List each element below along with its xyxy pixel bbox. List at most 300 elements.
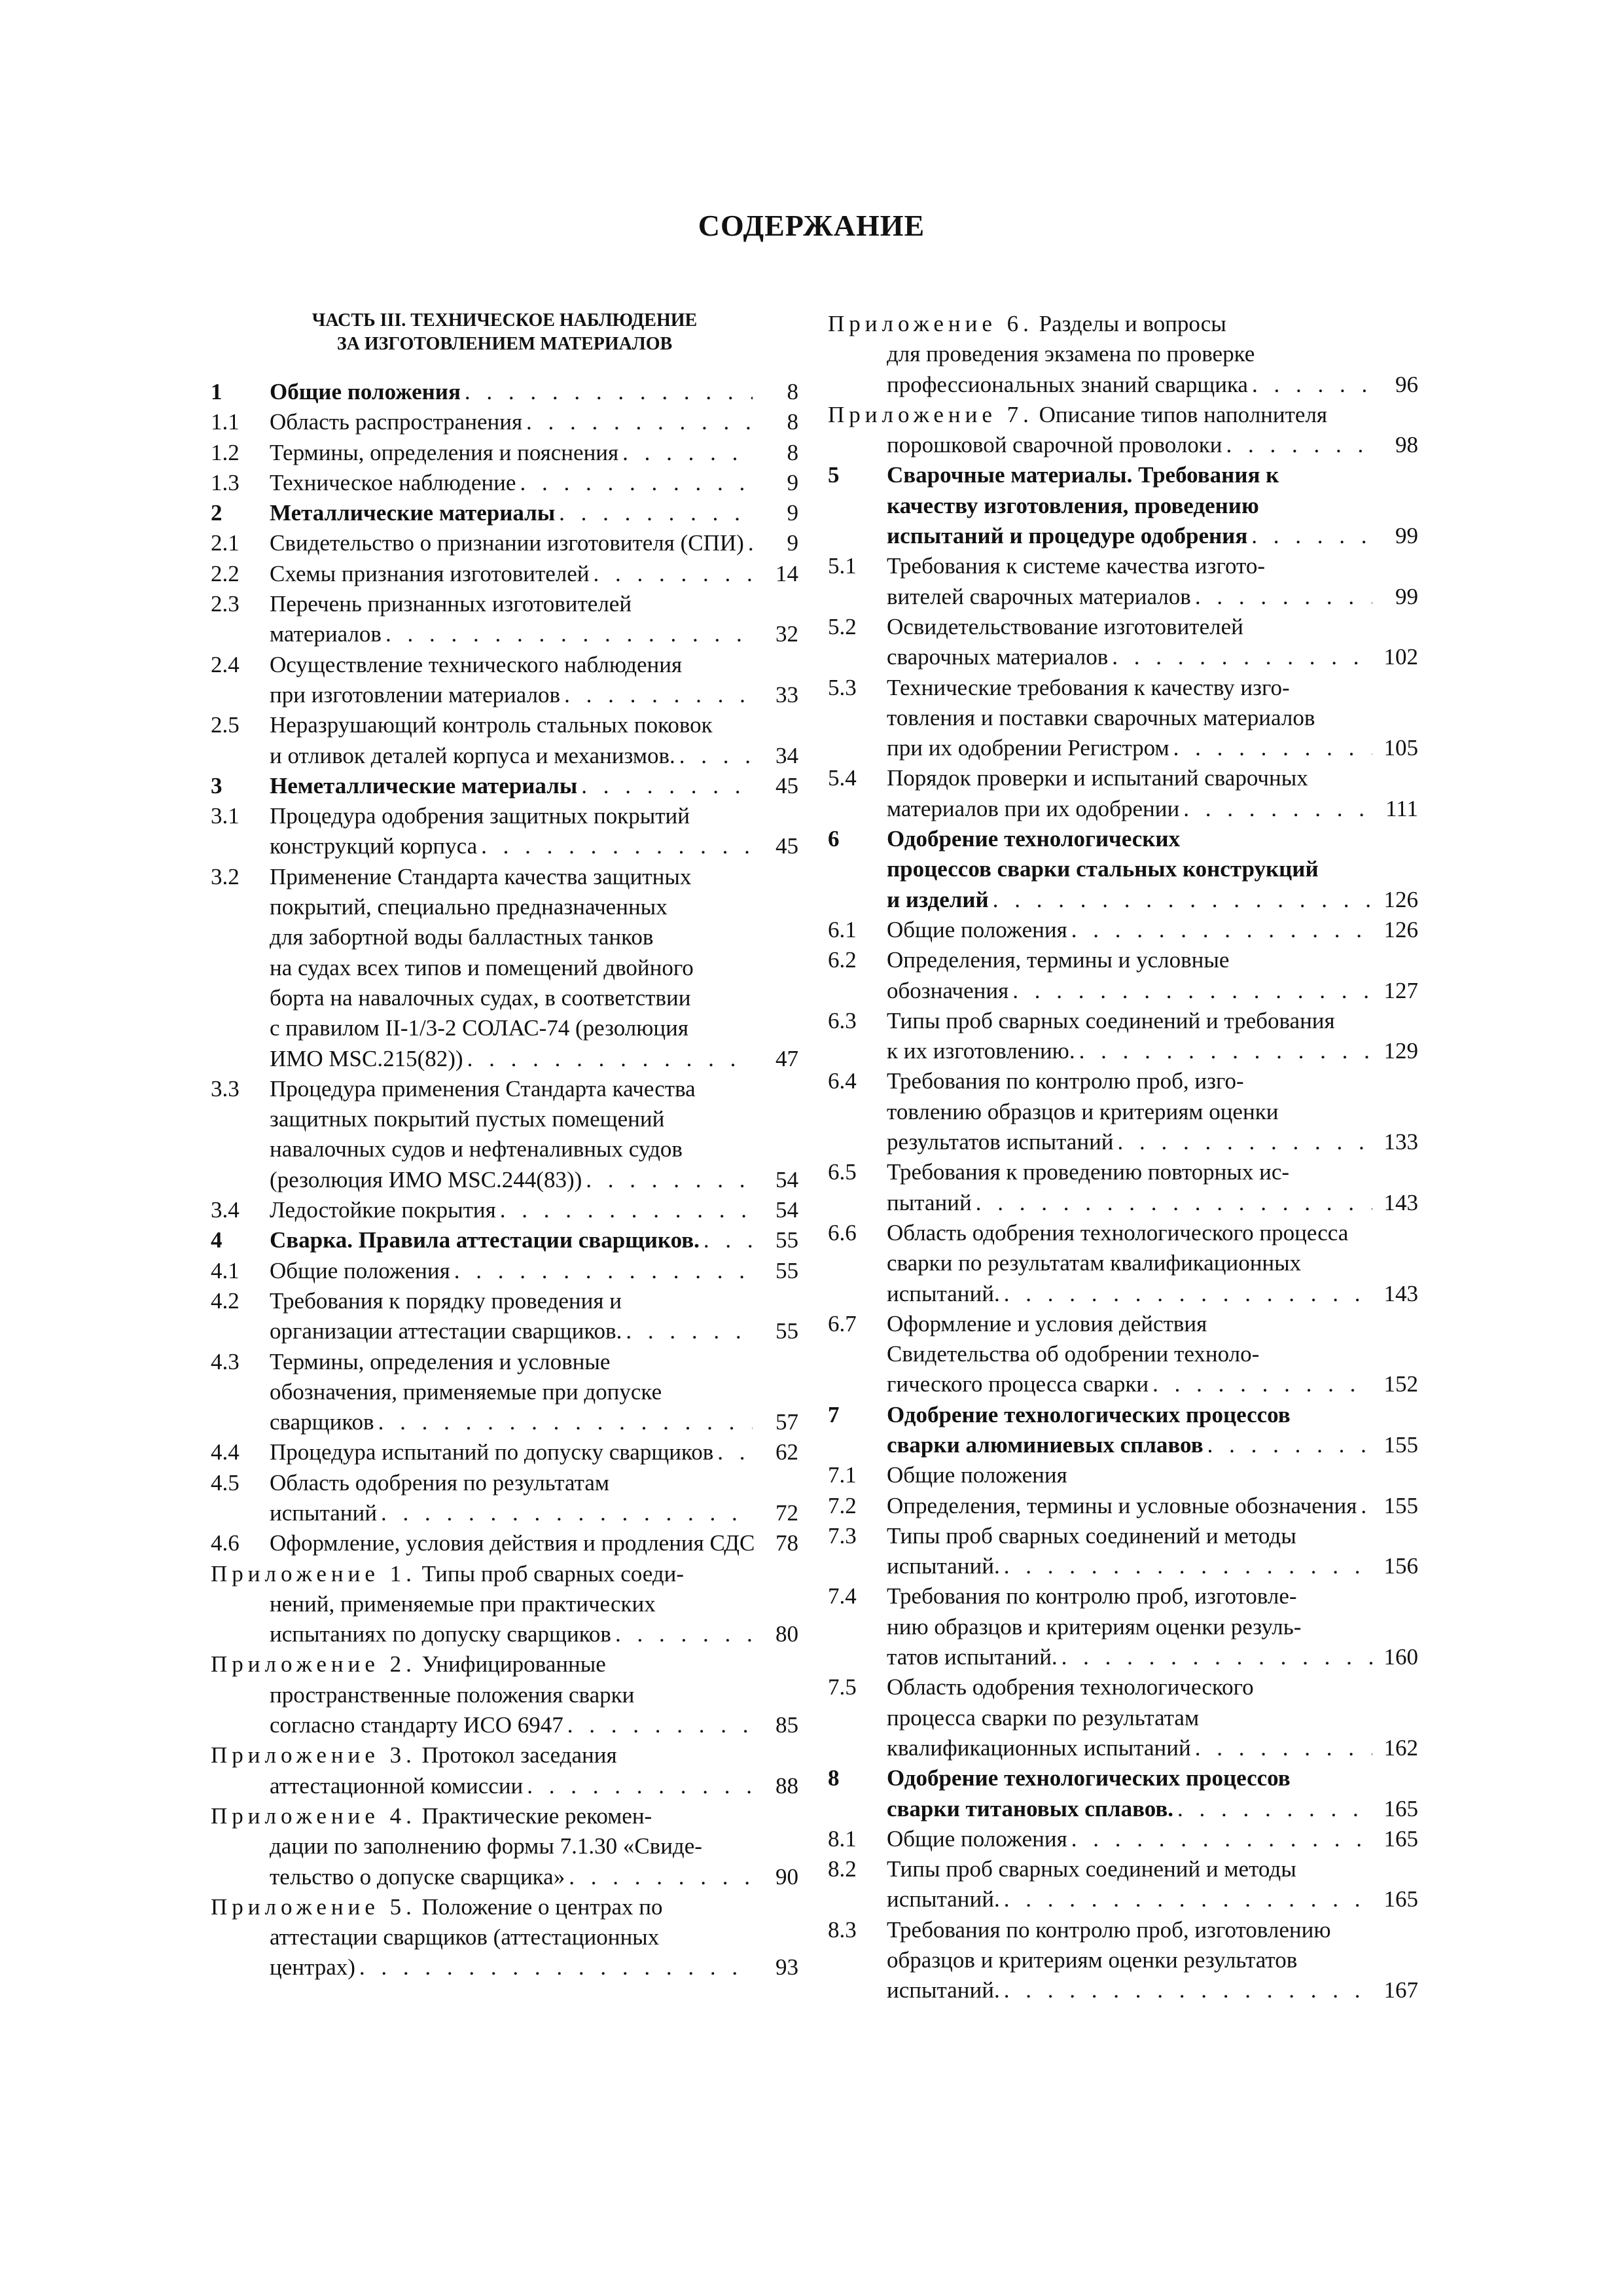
dot-leader [461, 377, 753, 407]
toc-entry-title-text: для забортной воды балластных танков [270, 924, 654, 950]
dot-leader [1008, 976, 1372, 1006]
toc-appendix-entry[interactable] [828, 309, 1418, 400]
toc-entry-number: 1 [211, 379, 223, 404]
toc-entry-title-line [211, 1680, 753, 1710]
dot-leader [1108, 642, 1372, 672]
toc-entry[interactable] [828, 763, 1418, 824]
dot-leader [382, 619, 753, 649]
dot-leader [477, 831, 753, 861]
dot-leader [374, 1407, 753, 1437]
toc-entry-page-number: 62 [776, 1439, 798, 1465]
dot-leader [618, 438, 753, 468]
toc-entry-title-text: Техническое наблюдение [270, 469, 516, 495]
toc-entry-number: 4 [211, 1227, 223, 1253]
toc-entry[interactable] [828, 673, 1418, 764]
toc-entry-title-line [887, 1188, 1372, 1218]
toc-entry[interactable] [211, 498, 798, 528]
toc-entry[interactable] [828, 1460, 1418, 1490]
toc-entry-page-number: 55 [776, 1318, 798, 1344]
dot-leader [1075, 1036, 1372, 1066]
toc-entry[interactable] [828, 1066, 1418, 1157]
dot-leader [1222, 430, 1372, 460]
toc-entry[interactable] [211, 1195, 798, 1225]
toc-entry-title [211, 1559, 753, 1650]
toc-appendix-entry[interactable] [211, 1649, 798, 1740]
toc-entry-title-text: сварщиков [270, 1409, 374, 1435]
toc-entry-title-line [887, 1006, 1372, 1036]
toc-entry[interactable] [211, 650, 798, 711]
toc-entry-title-line [270, 1316, 753, 1346]
toc-appendix-entry[interactable] [211, 1740, 798, 1801]
toc-entry-title [270, 710, 753, 771]
toc-entry-title-text: Одобрение технологических процессов [887, 1401, 1291, 1427]
toc-entry[interactable] [211, 438, 798, 468]
dot-leader [590, 559, 753, 589]
toc-entry-number: 3.1 [211, 803, 240, 829]
toc-entry[interactable] [828, 1218, 1418, 1309]
toc-entry-title-line [270, 1074, 753, 1104]
toc-entry-title-line [887, 1127, 1372, 1157]
dot-leader [744, 528, 753, 558]
toc-entry-number: 5.2 [828, 613, 857, 639]
toc-entry-title-text: дации по заполнению формы 7.1.30 «Свиде- [270, 1833, 702, 1859]
dot-leader [1058, 1642, 1372, 1672]
toc-entry-page-number: 111 [1385, 795, 1418, 821]
toc-entry-title-line [270, 710, 753, 740]
toc-entry[interactable] [211, 1468, 798, 1529]
toc-entry[interactable] [828, 1854, 1418, 1915]
dot-leader [555, 498, 753, 528]
toc-entry[interactable] [828, 1400, 1418, 1461]
toc-entry-title [270, 559, 753, 589]
toc-entry-number: 3 [211, 772, 223, 798]
toc-entry-title-text: сварки титановых сплавов. [887, 1795, 1174, 1821]
toc-entry[interactable] [211, 1286, 798, 1347]
toc-entry-title-text: покрытий, специально предназначенных [270, 894, 668, 920]
toc-entry[interactable] [828, 1491, 1418, 1521]
toc-entry-title-line [887, 612, 1372, 642]
toc-entry[interactable] [211, 1528, 798, 1558]
toc-entry-title-line [270, 892, 753, 922]
appendix-label: Приложение 6. [828, 311, 1033, 336]
toc-entry-title-line [887, 1551, 1372, 1581]
toc-entry-page-number: 155 [1383, 1492, 1418, 1518]
toc-entry-page-number: 129 [1383, 1038, 1418, 1064]
toc-entry-title-line [887, 1763, 1372, 1793]
toc-entry-title-line [887, 733, 1372, 763]
toc-entry-page-number: 8 [787, 409, 798, 435]
toc-entry-title-text: защитных покрытий пустых помещений [270, 1106, 665, 1132]
toc-entry[interactable] [211, 771, 798, 801]
toc-entry-title-line [211, 1740, 753, 1770]
toc-entry-title-text: Описание типов наполнителя [1039, 401, 1328, 427]
toc-entry-title-text: Перечень признанных изготовителей [270, 591, 632, 617]
toc-entry-title-line [887, 582, 1372, 612]
toc-entry-page-number: 99 [1395, 583, 1418, 609]
toc-entry-title-line [887, 1279, 1372, 1309]
toc-entry-page-number: 167 [1383, 1977, 1418, 2003]
toc-entry-title-line [887, 794, 1372, 824]
dot-leader [1248, 370, 1372, 400]
toc-entry-title-text: навалочных судов и нефтеналивных судов [270, 1136, 683, 1162]
toc-entry-number: 2 [211, 500, 223, 526]
toc-entry-title-text: Термины, определения и пояснения [270, 439, 619, 465]
toc-entry-title-text: Требования по контролю проб, изго- [887, 1068, 1244, 1094]
toc-entry-page-number: 45 [776, 772, 798, 798]
dot-leader [1114, 1127, 1372, 1157]
toc-entry-title-line [887, 491, 1372, 521]
toc-entry[interactable] [211, 559, 798, 589]
dot-leader [377, 1498, 753, 1528]
toc-entry-title-line [211, 1619, 753, 1649]
toc-entry-title-text: организации аттестации сварщиков. [270, 1318, 622, 1344]
toc-entry-title-text: Освидетельствование изготовителей [887, 613, 1243, 639]
toc-entry-title-text: Область одобрения технологического [887, 1674, 1254, 1700]
toc-entry-title-text: пытаний [887, 1189, 972, 1215]
toc-entry-title-text: Положение о центрах по [421, 1893, 663, 1920]
toc-entry-title-line [887, 1975, 1372, 2005]
dot-leader [1179, 794, 1372, 824]
part-title-line-2: ЗА ИЗГОТОВЛЕНИЕМ МАТЕРИАЛОВ [336, 334, 673, 354]
toc-entry-title-line [828, 430, 1372, 460]
toc-entry-title [270, 407, 753, 437]
dot-leader [1000, 1551, 1372, 1581]
toc-entry-title-text: Общие положения [887, 1825, 1067, 1852]
toc-entry-title-text: Неметаллические материалы [270, 772, 578, 798]
toc-entry-number: 1.2 [211, 439, 240, 465]
dot-leader [713, 1437, 753, 1467]
toc-entry-title-line [270, 922, 753, 952]
toc-entry-title [270, 1528, 753, 1558]
toc-entry-title-line [828, 339, 1372, 369]
dot-leader [1169, 733, 1372, 763]
toc-entry-title-text: Область одобрения по результатам [270, 1469, 610, 1496]
toc-entry-title-line [270, 377, 753, 407]
toc-entry-number: 6 [828, 826, 840, 852]
dot-leader [496, 1195, 753, 1225]
toc-entry-title-text: обозначения [887, 977, 1009, 1003]
toc-entry-title-line [887, 1884, 1372, 1914]
toc-entry-title-text: Протокол заседания [421, 1742, 617, 1768]
toc-entry-title-line [887, 1733, 1372, 1763]
toc-entry-title-text: согласно стандарту ИСО 6947 [270, 1712, 563, 1738]
toc-entry-title-line [270, 1195, 753, 1225]
dot-leader [1247, 521, 1372, 551]
toc-entry-page-number: 85 [776, 1712, 798, 1738]
toc-appendix-entry[interactable] [211, 1892, 798, 1983]
toc-entry-title [270, 589, 753, 650]
toc-entry-number: 6.5 [828, 1159, 857, 1185]
toc-entry-title [270, 1074, 753, 1195]
toc-entry[interactable] [828, 945, 1418, 1006]
toc-entry-number: 2.5 [211, 712, 240, 738]
part-title-line-1: ЧАСТЬ III. ТЕХНИЧЕСКОЕ НАБЛЮДЕНИЕ [312, 310, 698, 331]
toc-entry-title-text: квалификационных испытаний [887, 1734, 1191, 1761]
toc-entry-title-line [270, 468, 753, 498]
toc-entry-number: 2.3 [211, 591, 240, 617]
toc-entry-number: 3.2 [211, 863, 240, 889]
toc-entry-title [887, 673, 1372, 764]
toc-entry[interactable] [211, 589, 798, 650]
toc-entry-title [828, 400, 1372, 461]
toc-entry-title-line [270, 953, 753, 983]
toc-entry-page-number: 32 [776, 621, 798, 647]
toc-entry-title [887, 1066, 1372, 1157]
dot-leader [582, 1165, 753, 1195]
dot-leader [1000, 1975, 1372, 2005]
toc-entry-title [887, 1581, 1372, 1672]
toc-entry[interactable] [828, 915, 1418, 945]
toc-entry[interactable] [211, 377, 798, 407]
toc-entry-title-text: Определения, термины и условные обозначения [887, 1492, 1357, 1518]
toc-entry-page-number: 156 [1383, 1553, 1418, 1579]
dot-leader [522, 407, 753, 437]
toc-entry-number: 7.2 [828, 1492, 857, 1518]
toc-entry-page-number: 57 [776, 1409, 798, 1435]
toc-entry[interactable] [211, 862, 798, 1074]
toc-entry-page-number: 78 [776, 1530, 798, 1556]
toc-entry-title-line [270, 1377, 753, 1407]
toc-entry-title-line [270, 589, 753, 619]
toc-entry-title-text: Одобрение технологических процессов [887, 1765, 1291, 1791]
dot-leader [972, 1188, 1372, 1218]
toc-entry-title-line [887, 551, 1372, 581]
toc-entry-number: 7 [828, 1401, 840, 1427]
toc-entry-number: 5 [828, 462, 840, 488]
toc-appendix-entry[interactable] [211, 1801, 798, 1892]
toc-entry-number: 6.3 [828, 1007, 857, 1033]
toc-entry-page-number: 72 [776, 1499, 798, 1526]
toc-entry[interactable] [828, 1309, 1418, 1400]
toc-entry-title-line [887, 703, 1372, 733]
toc-entry-title [887, 1218, 1372, 1309]
toc-entry-title-line [887, 1369, 1372, 1399]
toc-entry-number: 3.4 [211, 1197, 240, 1223]
toc-entry-title-text: вителей сварочных материалов [887, 583, 1191, 609]
dot-leader [1204, 1430, 1372, 1460]
toc-entry-title-text: ИМО MSC.215(82)) [270, 1045, 463, 1071]
toc-entry-title-text: Общие положения [270, 379, 461, 404]
toc-entry-title-text: Унифицированные [421, 1651, 606, 1677]
toc-entry[interactable] [211, 1074, 798, 1195]
toc-entry-page-number: 90 [776, 1863, 798, 1890]
dot-leader [516, 468, 753, 498]
toc-entry-title [270, 650, 753, 711]
toc-entry[interactable] [211, 1256, 798, 1286]
toc-entry[interactable] [828, 612, 1418, 673]
toc-entry-number: 5.4 [828, 765, 857, 791]
toc-entry-title [270, 1195, 753, 1225]
toc-entry-title [270, 1347, 753, 1438]
toc-entry-title-line [887, 1491, 1372, 1521]
toc-entry[interactable] [211, 1347, 798, 1438]
toc-entry-title-line [887, 976, 1372, 1006]
toc-entry-title-text: Одобрение технологических [887, 826, 1181, 852]
toc-entry-number: 4.1 [211, 1257, 240, 1283]
appendix-label: Приложение 1. [211, 1560, 416, 1587]
toc-entry-title-text: Практические рекомен- [421, 1803, 652, 1829]
toc-entry-title-text: испытаний. [887, 1280, 1000, 1306]
toc-appendix-entry[interactable] [828, 400, 1418, 461]
toc-entry-title-text: Процедура испытаний по допуску сварщиков [270, 1439, 714, 1465]
toc-entry-title-line [211, 1892, 753, 1922]
toc-entry-title [887, 1854, 1372, 1915]
toc-entry-title-line [887, 824, 1372, 854]
toc-entry-title-line [887, 1612, 1372, 1642]
toc-entry-page-number: 127 [1383, 977, 1418, 1003]
dot-leader [611, 1619, 753, 1649]
toc-entry-title-line [828, 400, 1372, 430]
dot-leader [675, 741, 753, 771]
toc-entry-title-line [887, 1672, 1372, 1702]
toc-entry-page-number: 54 [776, 1166, 798, 1193]
toc-entry[interactable] [211, 710, 798, 771]
toc-entry-title-line [270, 1256, 753, 1286]
toc-entry-title-text: нений, применяемые при практических [270, 1590, 656, 1617]
toc-entry-title [270, 1468, 753, 1529]
toc-entry-title-text: Применение Стандарта качества защитных [270, 863, 692, 889]
toc-entry[interactable] [828, 1006, 1418, 1067]
toc-entry-page-number: 105 [1383, 735, 1418, 761]
toc-entry-title [887, 612, 1372, 673]
toc-entry-title-line [270, 1286, 753, 1316]
toc-entry-title-text: на судах всех типов и помещений двойного [270, 954, 694, 980]
toc-entry-title-text: Металлические материалы [270, 500, 556, 526]
toc-entry-title-line [887, 915, 1372, 945]
toc-entry-title-text: испытаний. [887, 1886, 1000, 1912]
toc-entry-title [887, 551, 1372, 612]
toc-entry[interactable] [828, 1915, 1418, 2006]
toc-entry-number: 4.2 [211, 1287, 240, 1314]
toc-entry-title-line [887, 460, 1372, 490]
toc-entry-title-line [887, 1460, 1372, 1490]
toc-entry[interactable] [828, 460, 1418, 551]
toc-entry-title-text: порошковой сварочной проволоки [887, 432, 1222, 458]
toc-entry[interactable] [828, 1824, 1418, 1854]
toc-entry-title-text: Процедура применения Стандарта качества [270, 1075, 696, 1102]
toc-entry-title-line [270, 1528, 753, 1558]
toc-entry-title-line [887, 1581, 1372, 1611]
toc-entry-page-number: 93 [776, 1954, 798, 1981]
toc-entry[interactable] [211, 468, 798, 498]
toc-entry-title-line [270, 559, 753, 589]
toc-entry-title-text: результатов испытаний [887, 1129, 1114, 1155]
dot-leader [355, 1952, 753, 1982]
toc-entry-title-line [211, 1862, 753, 1892]
toc-entry-title-line [887, 1430, 1372, 1460]
toc-entry-title-text: Типы проб сварных соединений и методы [887, 1522, 1296, 1549]
toc-entry-number: 5.3 [828, 674, 857, 700]
toc-entry-title [270, 1225, 753, 1255]
toc-entry-title [828, 309, 1372, 400]
toc-entry-title-line [887, 1400, 1372, 1430]
toc-entry-title [211, 1801, 753, 1892]
dot-leader [989, 885, 1372, 915]
toc-entry-page-number: 33 [776, 681, 798, 708]
toc-entry-title-text: Неразрушающий контроль стальных поковок [270, 712, 713, 738]
toc-entry-number: 8.3 [828, 1916, 857, 1943]
toc-entry-title [887, 1491, 1372, 1521]
toc-entry-page-number: 165 [1383, 1795, 1418, 1821]
toc-entry-number: 8.1 [828, 1825, 857, 1852]
toc-entry-title-text: испытаний. [887, 1977, 1000, 2003]
toc-entry-title-line [270, 1407, 753, 1437]
toc-entry-title-line [270, 1498, 753, 1528]
toc-entry-title-line [270, 650, 753, 680]
toc-entry-title [887, 1521, 1372, 1582]
toc-entry-title-line [887, 1339, 1372, 1369]
toc-entry-title-line [887, 1066, 1372, 1096]
toc-entry[interactable] [211, 801, 798, 862]
toc-entry-title-text: Оформление и условия действия [887, 1310, 1207, 1336]
toc-entry[interactable] [828, 551, 1418, 612]
toc-entry-title-text: (резолюция ИМО MSC.244(83)) [270, 1166, 582, 1193]
toc-entry-number: 8.2 [828, 1856, 857, 1882]
toc-entry-title-line [270, 801, 753, 831]
toc-entry-title-text: Процедура одобрения защитных покрытий [270, 803, 690, 829]
toc-entry-page-number: 126 [1383, 886, 1418, 912]
toc-appendix-entry[interactable] [211, 1559, 798, 1650]
toc-entry-title [270, 468, 753, 498]
dot-leader [1191, 1733, 1372, 1763]
toc-entry-title-line [887, 1794, 1372, 1824]
toc-entry-number: 4.6 [211, 1530, 240, 1556]
toc-entry-title-line [270, 1165, 753, 1195]
toc-entry-title-line [887, 1703, 1372, 1733]
toc-entry[interactable] [828, 1157, 1418, 1218]
toc-entry[interactable] [211, 407, 798, 437]
toc-entry-title-text: центрах) [270, 1954, 355, 1981]
toc-entry[interactable] [828, 1581, 1418, 1672]
toc-entry-number: 4.5 [211, 1469, 240, 1496]
page-title: СОДЕРЖАНИЕ [698, 209, 925, 242]
toc-entry[interactable] [211, 528, 798, 558]
toc-entry-page-number: 155 [1383, 1431, 1418, 1458]
toc-entry-title-text: процессов сварки стальных конструкций [887, 856, 1319, 882]
toc-entry-title-line [887, 1642, 1372, 1672]
dot-leader [1191, 582, 1372, 612]
toc-entry[interactable] [828, 1521, 1418, 1582]
toc-entry-title [887, 1400, 1372, 1461]
toc-entry-title-text: процесса сварки по результатам [887, 1704, 1200, 1731]
toc-entry-title-line [270, 1013, 753, 1043]
toc-entry-number: 6.1 [828, 916, 857, 942]
toc-entry-title-line [270, 619, 753, 649]
toc-entry-title-text: товления и поставки сварочных материалов [887, 704, 1315, 730]
toc-entry-title-line [887, 1157, 1372, 1187]
toc-entry[interactable] [828, 1763, 1418, 1824]
toc-entry-page-number: 54 [776, 1197, 798, 1223]
dot-leader [1149, 1369, 1372, 1399]
toc-entry-title-line [887, 1915, 1372, 1945]
toc-entry-title-text: Сварка. Правила аттестации сварщиков. [270, 1227, 700, 1253]
toc-entry[interactable] [828, 1672, 1418, 1763]
toc-entry-page-number: 9 [787, 500, 798, 526]
appendix-label: Приложение 3. [211, 1742, 416, 1768]
toc-entry-title [887, 945, 1372, 1006]
toc-entry-title-line [270, 862, 753, 892]
toc-entry[interactable] [211, 1437, 798, 1467]
toc-entry-number: 5.1 [828, 553, 857, 579]
toc-entry[interactable] [828, 824, 1418, 915]
toc-entry-title-line [211, 1559, 753, 1589]
toc-entry-title [270, 1256, 753, 1286]
toc-entry-number: 4.4 [211, 1439, 240, 1465]
toc-entry-title-text: Свидетельства об одобрении техноло- [887, 1341, 1260, 1367]
toc-entry-number: 1.1 [211, 409, 240, 435]
toc-entry-title-line [270, 498, 753, 528]
toc-entry[interactable] [211, 1225, 798, 1255]
